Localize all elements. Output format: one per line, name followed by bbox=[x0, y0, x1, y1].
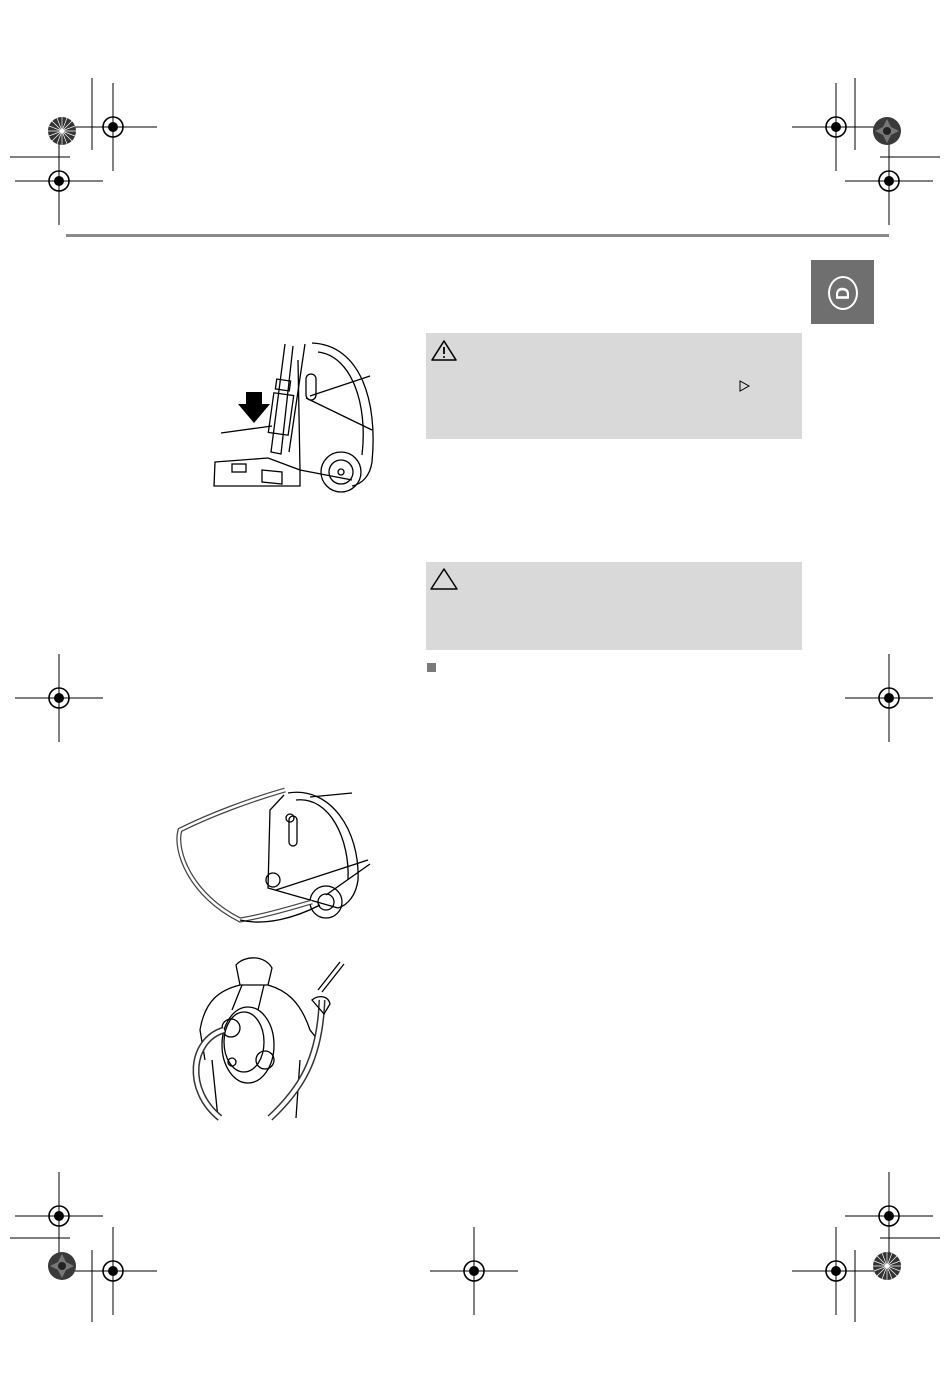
crop-marks bbox=[10, 78, 940, 1322]
vacuum-shoulder-strap-illustration bbox=[179, 790, 370, 922]
caution-triangle-icon bbox=[431, 569, 457, 589]
vacuum-hose-clip-illustration bbox=[214, 343, 373, 492]
next-page-arrow-icon bbox=[740, 381, 749, 391]
color-target-top-right bbox=[873, 117, 901, 145]
starburst-target-bottom-right bbox=[873, 1252, 901, 1280]
registration-marks bbox=[15, 83, 933, 1315]
color-target-bottom-left bbox=[48, 1252, 76, 1280]
warning-triangle-icon bbox=[432, 341, 456, 360]
language-tab-letter: D bbox=[832, 286, 853, 300]
vacuum-backpack-carry-illustration bbox=[196, 958, 344, 1118]
starburst-target-top-left bbox=[48, 117, 76, 145]
